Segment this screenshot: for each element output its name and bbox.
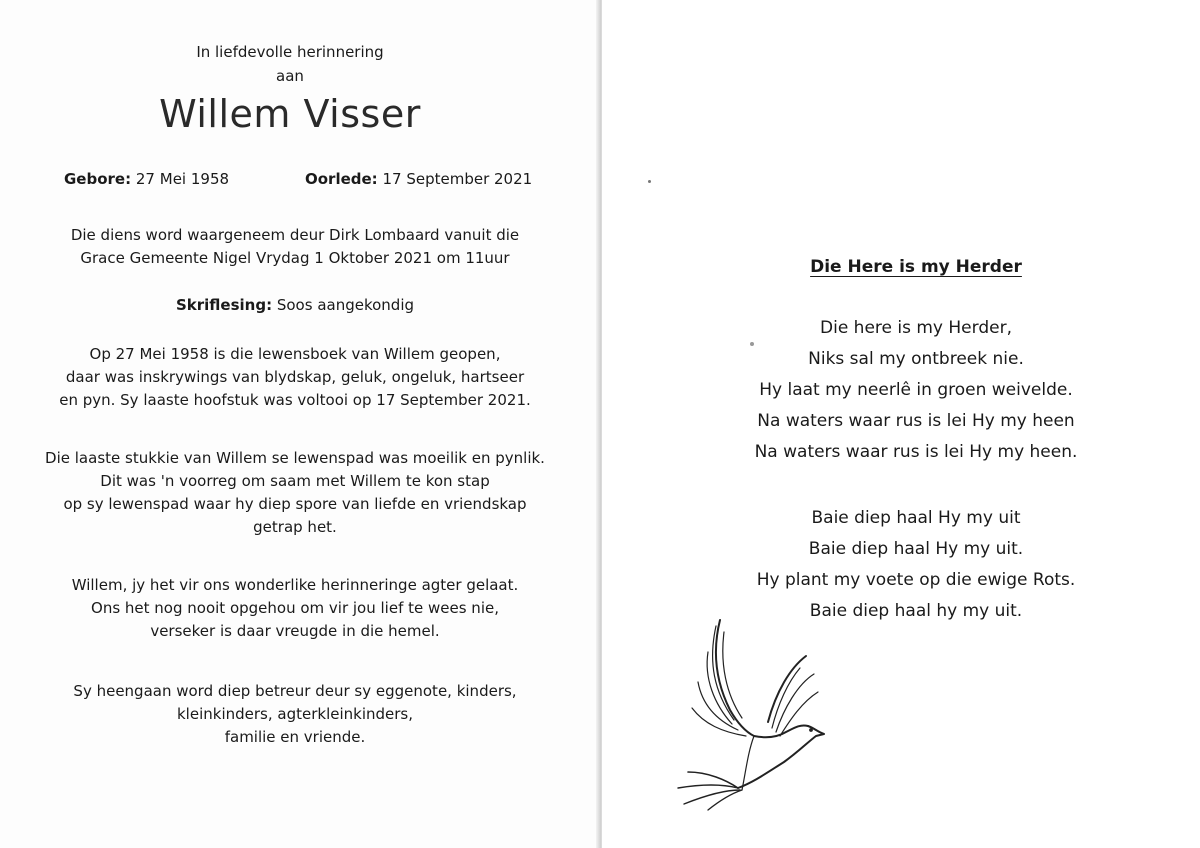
- poem-line: Hy laat my neerlê in groen weivelde.: [759, 380, 1073, 400]
- paragraph-line: daar was inskrywings van blydskap, geluk, ongeluk, hartseer: [65, 368, 525, 386]
- poem-line: Die here is my Herder,: [820, 318, 1012, 338]
- born-label: Gebore:: [64, 170, 132, 188]
- paragraph-4: [20, 680, 570, 749]
- poem-stanza-2: [716, 503, 1116, 627]
- paragraph-line: familie en vriende.: [224, 728, 366, 746]
- paragraph-line: getrap het.: [253, 518, 337, 536]
- right-page: [602, 0, 1200, 848]
- poem-stanza-1: [716, 313, 1116, 468]
- paragraph-line: verseker is daar vreugde in die hemel.: [150, 622, 440, 640]
- poem-title: Die Here is my Herder: [810, 257, 1022, 277]
- paragraph-3: [20, 574, 570, 643]
- paragraph-1: [20, 343, 570, 412]
- paragraph-line: op sy lewenspad waar hy diep spore van liefde en vriendskap: [63, 495, 527, 513]
- born-date: [64, 170, 229, 188]
- paragraph-line: kleinkinders, agterkleinkinders,: [177, 705, 413, 723]
- poem-line: Hy plant my voete op die ewige Rots.: [756, 570, 1076, 590]
- paragraph-line: en pyn. Sy laaste hoofstuk was voltooi op 17 September 2021.: [59, 391, 531, 409]
- born-value: 27 Mei 1958: [135, 170, 230, 188]
- poem-line: Baie diep haal hy my uit.: [809, 601, 1023, 621]
- paragraph-line: Willem, jy het vir ons wonderlike herinneringe agter gelaat.: [71, 576, 519, 594]
- paragraph-line: Ons het nog nooit opgehou om vir jou lief te wees nie,: [91, 599, 499, 617]
- dove-icon: [668, 612, 828, 812]
- paragraph-2: [10, 447, 580, 539]
- poem-line: Baie diep haal Hy my uit.: [808, 539, 1024, 559]
- paragraph-line: Sy heengaan word diep betreur deur sy eggenote, kinders,: [73, 682, 517, 700]
- paragraph-line: Op 27 Mei 1958 is die lewensboek van Willem geopen,: [89, 345, 501, 363]
- scripture-label: Skriflesing:: [175, 296, 273, 314]
- poem-line: Na waters waar rus is lei Hy my heen: [757, 411, 1075, 431]
- poem-line: Niks sal my ontbreek nie.: [808, 349, 1024, 369]
- poem-line: Baie diep haal Hy my uit: [811, 508, 1021, 528]
- service-info: [20, 224, 570, 270]
- died-date: [305, 170, 532, 188]
- left-page: [0, 0, 598, 848]
- service-line: Grace Gemeente Nigel Vrydag 1 Oktober 2021 om 11uur: [80, 249, 510, 267]
- deceased-name: Willem Visser: [159, 92, 421, 136]
- died-value: 17 September 2021: [382, 170, 533, 188]
- scripture-reading: [20, 294, 570, 317]
- intro-line-2: aan: [276, 67, 304, 85]
- died-label: Oorlede:: [305, 170, 378, 188]
- paragraph-line: Dit was 'n voorreg om saam met Willem te kon stap: [100, 472, 490, 490]
- poem-line: Na waters waar rus is lei Hy my heen.: [754, 442, 1078, 462]
- service-line: Die diens word waargeneem deur Dirk Lombaard vanuit die: [70, 226, 520, 244]
- paragraph-line: Die laaste stukkie van Willem se lewenspad was moeilik en pynlik.: [45, 449, 545, 467]
- scripture-value: Soos aangekondig: [276, 296, 415, 314]
- intro-line-1: In liefdevolle herinnering: [196, 43, 384, 61]
- intro: [150, 40, 430, 88]
- scan-speck: [648, 180, 651, 183]
